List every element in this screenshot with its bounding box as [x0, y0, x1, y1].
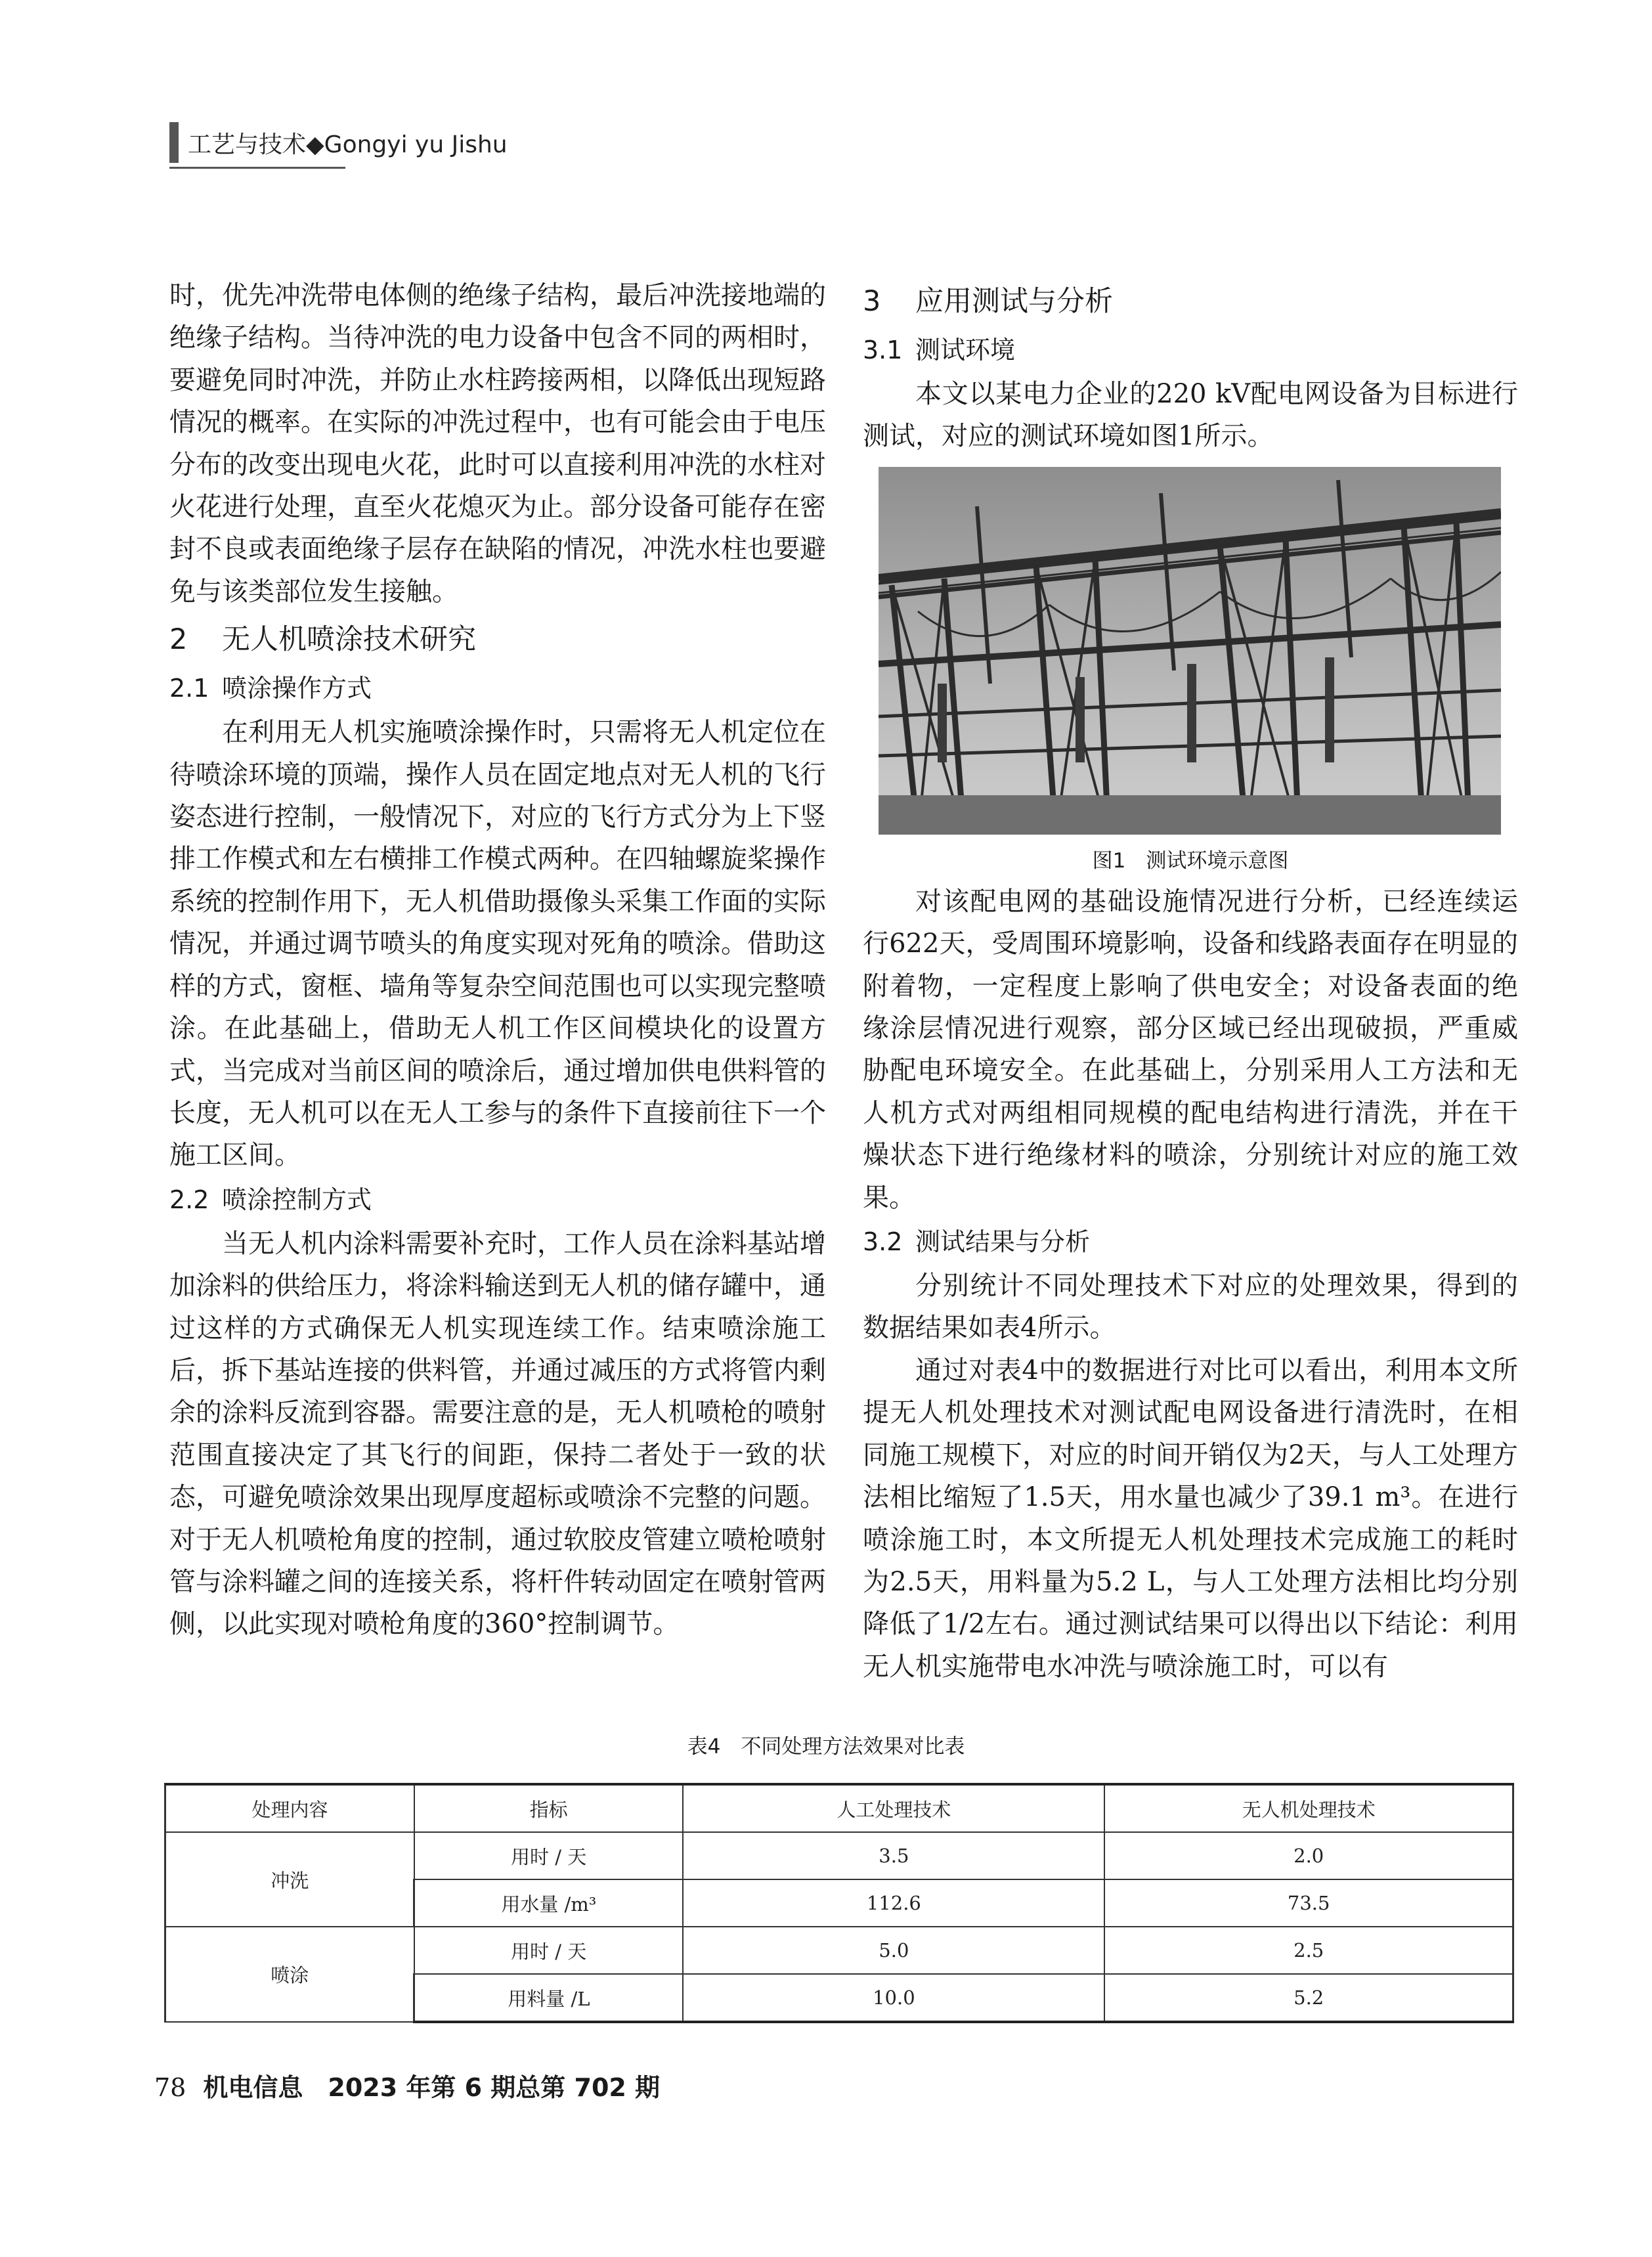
paragraph-intro: 时，优先冲洗带电体侧的绝缘子结构，最后冲洗接地端的绝缘子结构。当待冲洗的电力设备中包含不同的两相时，要避免同时冲洗，并防止水柱跨接两相，以降低出现短路情况的概率。在实际的冲洗过程中，也有可能会由于电压分布的改变出现电火花，此时可以直接利用冲洗的水柱对火花进行处理，直至火花熄灭为止。部分设备可能存在密封不良或表面绝缘子层存在缺陷的情况，冲洗水柱也要避免与该类部位发生接触。: [169, 280, 826, 607]
paragraph-3-2-b: 通过对表4中的数据进行对比可以看出，利用本文所提无人机处理技术对测试配电网设备进行清洗时，在相同施工规模下，对应的时间开销仅为2天，与人工处理方法相比缩短了1.5天，用水量也减少了39.1 m³。在进行喷涂施工时，本文所提无人机处理技术完成施工的耗时为2.5天，用料量为5.2 L，与人工处理方法相比均分别降低了1/2左右。通过测试结果可以得出以下结论：利用无人机实施带电水冲洗与喷涂施工时，可以有: [863, 1355, 1518, 1682]
section-2-2-number: 2.2: [169, 1185, 209, 1214]
section-3-title: 应用测试与分析: [915, 285, 1113, 318]
table-group-cell: 喷涂: [165, 1927, 414, 2022]
table-cell: 用料量 /L: [414, 1974, 683, 2022]
header-text: 工艺与技术◆Gongyi yu Jishu: [188, 131, 508, 158]
issue-info: 2023 年第 6 期总第 702 期: [328, 2073, 661, 2102]
figure-1-substation-photo: [879, 467, 1501, 835]
table-cell: 2.0: [1104, 1832, 1513, 1879]
figure-1-caption: 图1 测试环境示意图: [1092, 848, 1289, 873]
table-header-row: [165, 1784, 1513, 1832]
section-3-1-number: 3.1: [863, 336, 903, 364]
table-row: [165, 1832, 1513, 1879]
table-header-cell: 人工处理技术: [683, 1784, 1104, 1832]
section-2-number: 2: [169, 623, 188, 657]
table-cell: 2.5: [1104, 1927, 1513, 1974]
section-3-1-heading: [863, 328, 1518, 372]
section-2-1-title: 喷涂操作方式: [222, 674, 372, 703]
paragraph-2-2: 当无人机内涂料需要补充时，工作人员在涂料基站增加涂料的供给压力，将涂料输送到无人机的储存罐中，通过这样的方式确保无人机实现连续工作。结束喷涂施工后，拆下基站连接的供料管，并通过减压的方式将管内剩余的涂料反流到容器。需要注意的是，无人机喷枪的喷射范围直接决定了其飞行的间距，保持二者处于一致的状态，可避免喷涂效果出现厚度超标或喷涂不完整的问题。对于无人机喷枪角度的控制，通过软胶皮管建立喷枪喷射管与涂料罐之间的连接关系，将杆件转动固定在喷射管两侧，以此实现对喷枪角度的360°控制调节。: [169, 1228, 826, 1640]
table-4-caption: 表4 不同处理方法效果对比表: [687, 1735, 965, 1759]
section-3-number: 3: [863, 285, 881, 318]
table-cell: 10.0: [683, 1974, 1104, 2022]
paragraph-3-2-a: 分别统计不同处理技术下对应的处理效果，得到的数据结果如表4所示。: [863, 1271, 1518, 1344]
table-cell: 5.2: [1104, 1974, 1513, 2022]
table-cell: 112.6: [683, 1879, 1104, 1927]
table-cell: 用水量 /m³: [414, 1879, 683, 1927]
section-3-2-title: 测试结果与分析: [915, 1227, 1091, 1257]
section-3-2-number: 3.2: [863, 1227, 903, 1257]
table-group-cell: 冲洗: [165, 1832, 414, 1927]
running-header: [169, 122, 508, 163]
section-3-1-title: 测试环境: [915, 336, 1016, 364]
table-4-comparison: [164, 1783, 1514, 2023]
section-2-1-number: 2.1: [169, 674, 209, 703]
paragraph-3-1-analysis: 对该配电网的基础设施情况进行分析，已经连续运行622天，受周围环境影响，设备和线路表面存在明显的附着物，一定程度上影响了供电安全；对设备表面的绝缘涂层情况进行观察，部分区域已经出现破损，严重威胁配电环境安全。在此基础上，分别采用人工方法和无人机方式对两组相同规模的配电结构进行清洗，并在干燥状态下进行绝缘材料的喷涂，分别统计对应的施工效果。: [863, 886, 1518, 1213]
section-2-2-heading: [169, 1178, 826, 1221]
section-3-2-heading: [863, 1220, 1518, 1263]
table-cell: 73.5: [1104, 1879, 1513, 1927]
page-number: 78: [154, 2073, 186, 2102]
table-header-cell: 无人机处理技术: [1104, 1784, 1513, 1832]
right-column: [863, 274, 1518, 1688]
table-row: [165, 1927, 1513, 1974]
section-2-2-title: 喷涂控制方式: [222, 1185, 372, 1214]
left-column: [169, 274, 826, 1646]
table-header-cell: 指标: [414, 1784, 683, 1832]
table-header-cell: 处理内容: [165, 1784, 414, 1832]
section-2-title: 无人机喷涂技术研究: [222, 623, 476, 657]
page-footer: [154, 2067, 660, 2103]
section-2-heading: [169, 617, 826, 663]
header-rule: [169, 167, 345, 169]
table-cell: 用时 / 天: [414, 1832, 683, 1879]
journal-name: 机电信息: [203, 2073, 303, 2102]
section-3-heading: [863, 278, 1518, 324]
section-2-1-heading: [169, 667, 826, 710]
table-cell: 5.0: [683, 1927, 1104, 1974]
substation-photo-illustration: [879, 467, 1501, 835]
table-cell: 3.5: [683, 1832, 1104, 1879]
header-bar: [169, 122, 179, 163]
paragraph-2-1: 在利用无人机实施喷涂操作时，只需将无人机定位在待喷涂环境的顶端，操作人员在固定地点对无人机的飞行姿态进行控制，一般情况下，对应的飞行方式分为上下竖排工作模式和左右横排工作模式两种。在四轴螺旋桨操作系统的控制作用下，无人机借助摄像头采集工作面的实际情况，并通过调节喷头的角度实现对死角的喷涂。借助这样的方式，窗框、墙角等复杂空间范围也可以实现完整喷涂。在此基础上，借助无人机工作区间模块化的设置方式，当完成对当前区间的喷涂后，通过增加供电供料管的长度，无人机可以在无人工参与的条件下直接前往下一个施工区间。: [169, 717, 826, 1171]
table-cell: 用时 / 天: [414, 1927, 683, 1974]
paragraph-3-1: 本文以某电力企业的220 kV配电网设备为目标进行测试，对应的测试环境如图1所示。: [863, 379, 1518, 452]
